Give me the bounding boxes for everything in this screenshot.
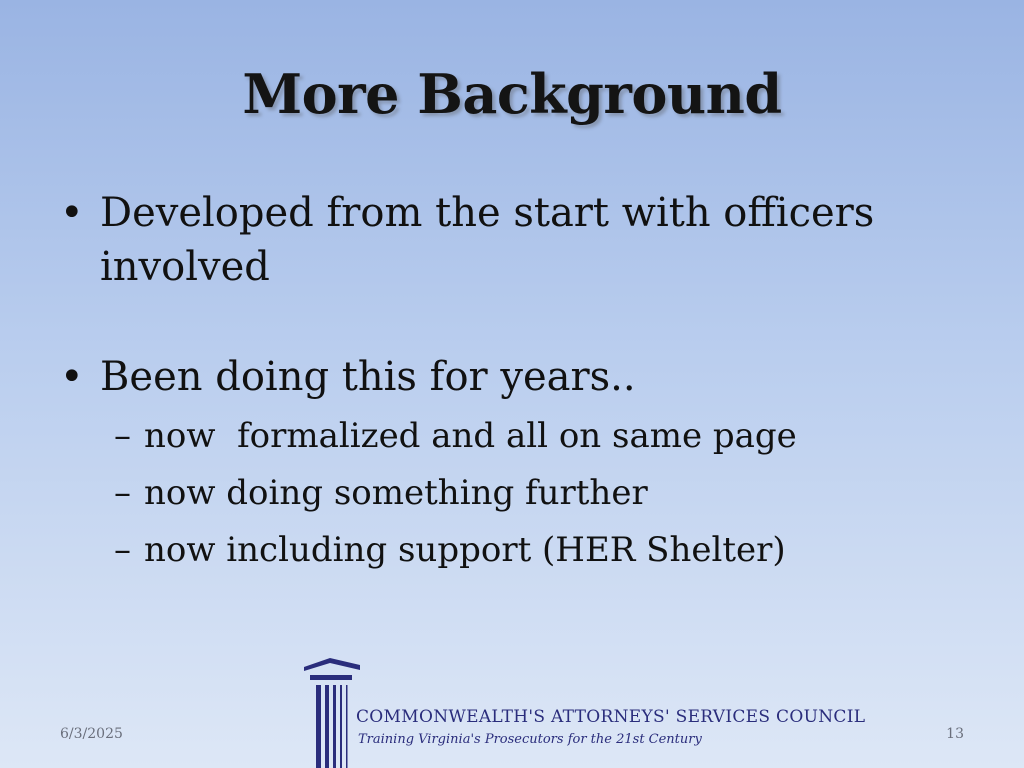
council-logo: [300, 655, 866, 768]
sub-bullet-text: now including support (HER Shelter): [144, 530, 786, 570]
sub-bullet-marker: –: [114, 416, 131, 456]
sub-bullet-item: [114, 522, 960, 579]
footer-date: 6/3/2025: [60, 726, 123, 742]
sub-bullet-list: [114, 408, 960, 579]
slide-title: More Background: [242, 62, 782, 126]
council-name: COMMONWEALTH'S ATTORNEYS' SERVICES COUNCIL: [356, 707, 866, 727]
bullet-text: Been doing this for years..: [100, 354, 636, 400]
sub-bullet-marker: –: [114, 530, 131, 570]
sub-bullet-text: now doing something further: [144, 473, 648, 513]
slide-number: 13: [946, 726, 964, 742]
bullet-item: [60, 350, 960, 404]
bullet-marker: •: [60, 190, 84, 236]
bullet-item: [60, 186, 960, 294]
sub-bullet-marker: –: [114, 473, 131, 513]
bullet-text: Developed from the start with officers involved: [100, 190, 875, 290]
sub-bullet-text: now formalized and all on same page: [144, 416, 797, 456]
bullet-marker: •: [60, 354, 84, 400]
pillar-icon: [300, 655, 364, 768]
sub-bullet-item: [114, 465, 960, 522]
council-tagline: Training Virginia's Prosecutors for the 21st Century: [358, 732, 702, 747]
bullet-list: [60, 186, 960, 579]
sub-bullet-item: [114, 408, 960, 465]
